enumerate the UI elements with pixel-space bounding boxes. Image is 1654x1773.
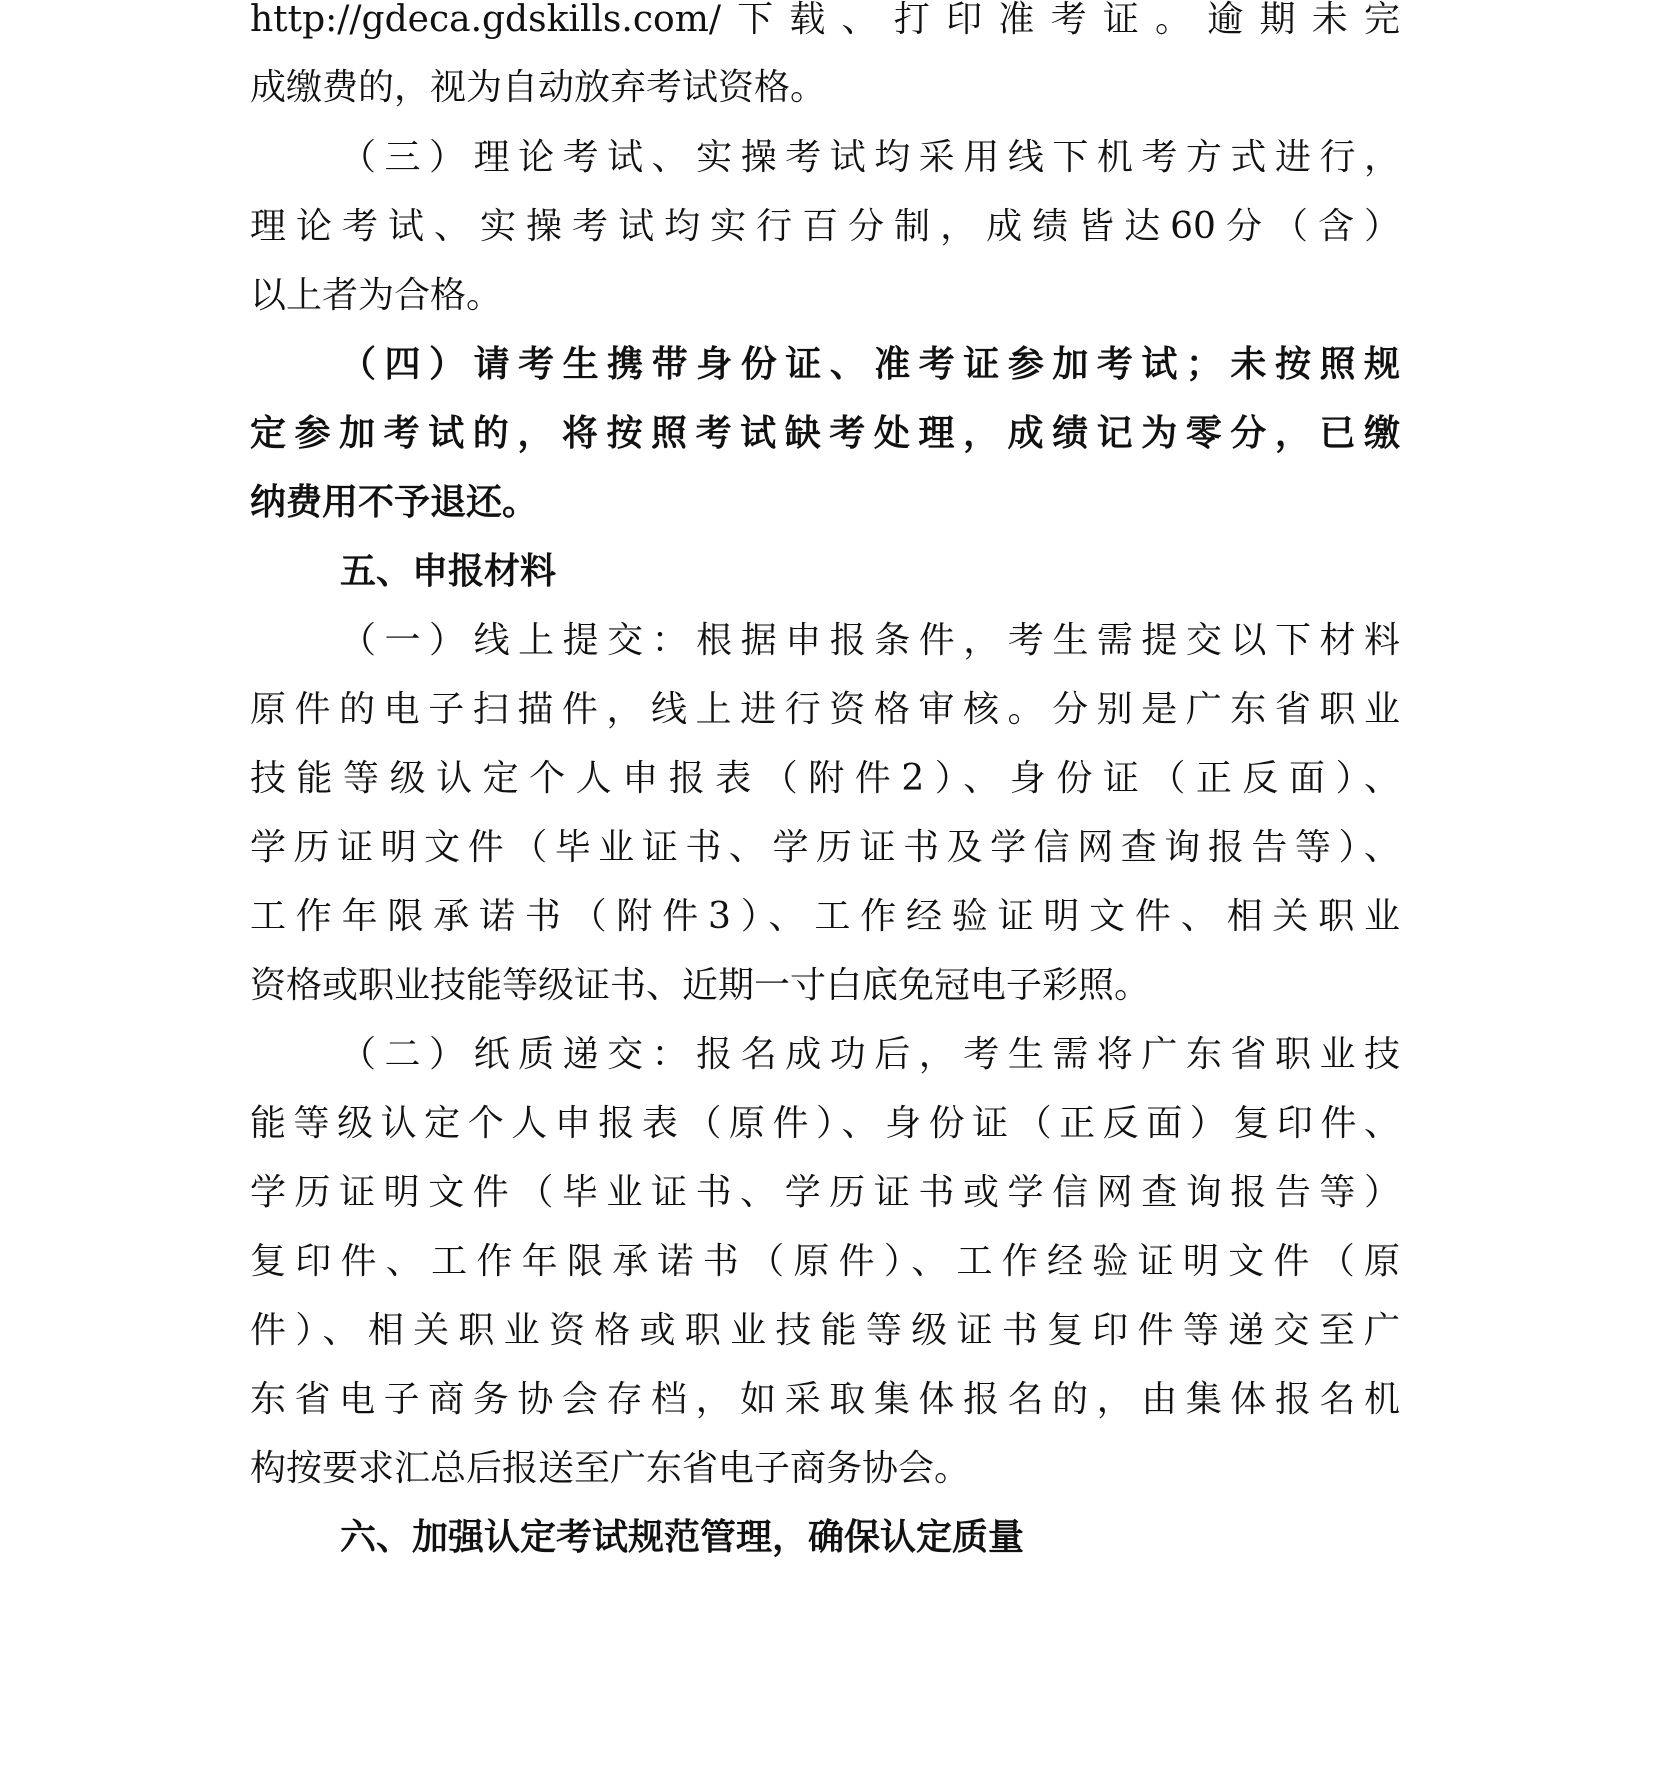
item-5-2-line-5: 件）、相关职业资格或职业技能等级证书复印件等递交至广 <box>250 1310 1400 1351</box>
section-6-heading: 六、加强认定考试规范管理，确保认定质量 <box>340 1517 1025 1558</box>
item-5-2-line-6: 东省电子商务协会存档，如采取集体报名的，由集体报名机 <box>250 1379 1400 1420</box>
item-5-1-line-5: 工作年限承诺书（附件3）、工作经验证明文件、相关职业 <box>250 896 1400 937</box>
item-4-line-1: （四）请考生携带身份证、准考证参加考试；未按照规 <box>340 344 1400 385</box>
item-5-1-line-6: 资格或职业技能等级证书、近期一寸白底免冠电子彩照。 <box>250 965 1151 1006</box>
item-5-1-line-1: （一）线上提交：根据申报条件，考生需提交以下材料 <box>340 620 1400 661</box>
paragraph-url-line-1: http://gdeca.gdskills.com/下载、打印准考证。逾期未完 <box>250 0 1400 40</box>
item-5-1-line-4: 学历证明文件（毕业证书、学历证书及学信网查询报告等）、 <box>250 827 1400 868</box>
section-5-heading: 五、申报材料 <box>340 551 557 592</box>
item-3-line-2: 理论考试、实操考试均实行百分制，成绩皆达60分（含） <box>250 206 1400 247</box>
item-5-2-line-3: 学历证明文件（毕业证书、学历证书或学信网查询报告等） <box>250 1172 1400 1213</box>
item-4-line-2: 定参加考试的，将按照考试缺考处理，成绩记为零分，已缴 <box>250 413 1400 454</box>
item-3-line-3: 以上者为合格。 <box>250 275 503 316</box>
item-5-2-line-7: 构按要求汇总后报送至广东省电子商务协会。 <box>250 1448 971 1489</box>
item-5-1-line-2: 原件的电子扫描件，线上进行资格审核。分别是广东省职业 <box>250 689 1400 730</box>
paragraph-url-line-2: 成缴费的，视为自动放弃考试资格。 <box>250 67 827 108</box>
item-3-line-1: （三）理论考试、实操考试均采用线下机考方式进行， <box>340 137 1400 178</box>
item-5-1-line-3: 技能等级认定个人申报表（附件2）、身份证（正反面）、 <box>250 758 1400 799</box>
item-5-2-line-2: 能等级认定个人申报表（原件）、身份证（正反面）复印件、 <box>250 1103 1400 1144</box>
item-4-line-3: 纳费用不予退还。 <box>250 482 539 523</box>
item-5-2-line-4: 复印件、工作年限承诺书（原件）、工作经验证明文件（原 <box>250 1241 1400 1282</box>
item-5-2-line-1: （二）纸质递交：报名成功后，考生需将广东省职业技 <box>340 1034 1400 1075</box>
